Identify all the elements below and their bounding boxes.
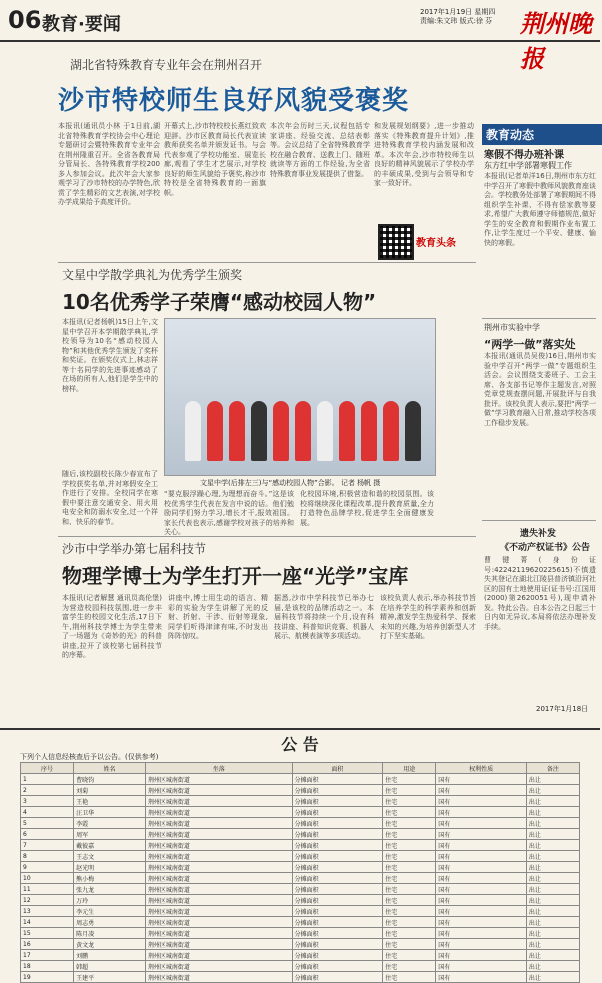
side-item2-body: 本报讯(通讯员吴俊)16日,荆州市实验中学召开“两学一做”专题组织生活会。会议围绕支委班子、工会主席、各支部书记等作主题发言,对照党章党规查摆问题,开展批评与自我批评。该校负责人表示,要把“两学一做”学习教育融入日常,推动学校各项工作稳步发展。 — [484, 352, 596, 427]
lead-kicker: 湖北省特殊教育专业年会在荆州召开 — [70, 58, 263, 72]
table-cell: 黄文龙 — [74, 939, 146, 950]
table-row — [21, 884, 580, 895]
table-cell: 国有 — [436, 785, 527, 796]
table-cell: 荆州区城南街道 — [145, 774, 292, 785]
table-cell: 张九龙 — [74, 884, 146, 895]
table-cell: 分摊面积 — [292, 818, 383, 829]
table-cell: 出让 — [526, 961, 579, 972]
table-cell: 赵光明 — [74, 862, 146, 873]
table-row — [21, 895, 580, 906]
table-cell: 荆州区城南街道 — [145, 961, 292, 972]
table-cell: 住宅 — [383, 906, 436, 917]
table-cell: 住宅 — [383, 807, 436, 818]
table-header-cell: 序号 — [21, 763, 74, 774]
table-cell: 出让 — [526, 873, 579, 884]
table-row — [21, 950, 580, 961]
table-cell: 住宅 — [383, 972, 436, 983]
story2-col-2: 随后,该校副校长陈少春宣布了学校获奖名单,并对寒假安全工作进行了安排。全校同学在寒假中要注意交通安全、用火用电安全和防溺水安全,过一个祥和、快乐的春节。 — [62, 470, 158, 526]
table-cell: 16 — [21, 939, 74, 950]
table-cell: 分摊面积 — [292, 807, 383, 818]
table-row — [21, 785, 580, 796]
table-cell: 分摊面积 — [292, 796, 383, 807]
table-cell: 出让 — [526, 884, 579, 895]
table-cell: 荆州区城南街道 — [145, 818, 292, 829]
table-cell: 4 — [21, 807, 74, 818]
table-cell: 戴彼嘉 — [74, 840, 146, 851]
table-cell: 分摊面积 — [292, 928, 383, 939]
side-heading: 教育动态 — [482, 124, 602, 145]
table-cell: 住宅 — [383, 950, 436, 961]
table-cell: 13 — [21, 906, 74, 917]
table-cell: 国有 — [436, 796, 527, 807]
table-cell: 荆州区城南街道 — [145, 851, 292, 862]
table-row — [21, 862, 580, 873]
table-header-cell: 用途 — [383, 763, 436, 774]
table-cell: 8 — [21, 851, 74, 862]
notice-intro: 下列个人信息经核查后予以公告。(仅供参考) — [20, 753, 159, 761]
table-header-cell: 姓名 — [74, 763, 146, 774]
table-cell: 12 — [21, 895, 74, 906]
table-cell: 荆州区城南街道 — [145, 873, 292, 884]
qr-code — [378, 224, 414, 260]
table-cell: 出让 — [526, 917, 579, 928]
table-cell: 荆州区城南街道 — [145, 895, 292, 906]
table-row — [21, 972, 580, 983]
story3-headline: 物理学博士为学生打开一座“光学”宝库 — [62, 564, 409, 588]
table-cell: 汪卫华 — [74, 807, 146, 818]
table-cell: 荆州区城南街道 — [145, 785, 292, 796]
table-cell: 分摊面积 — [292, 829, 383, 840]
table-row — [21, 928, 580, 939]
table-cell: 出让 — [526, 829, 579, 840]
table-row — [21, 906, 580, 917]
table-header-cell: 备注 — [526, 763, 579, 774]
table-cell: 18 — [21, 961, 74, 972]
table-cell: 国有 — [436, 961, 527, 972]
story2-kicker: 文星中学散学典礼为优秀学生颁奖 — [62, 268, 243, 282]
table-cell: 刘菊 — [74, 785, 146, 796]
table-cell: 出让 — [526, 950, 579, 961]
table-cell: 6 — [21, 829, 74, 840]
divider — [0, 728, 600, 730]
table-cell: 住宅 — [383, 840, 436, 851]
table-cell: 5 — [21, 818, 74, 829]
story3-col-1: 本报讯(记者解慧 通讯员高伦堡)为营造校园科技氛围,进一步丰富学生的校园文化生活,17日下午,荆州科技学博士为学生带来了一场题为《奇妙的光》的科普讲座,拉开了该校第七届科技节的序幕。 — [62, 594, 162, 659]
table-cell: 李霞 — [74, 818, 146, 829]
editors: 责编:朱文玮 版式:徐 芬 — [420, 17, 493, 25]
table-row — [21, 829, 580, 840]
table-cell: 王建平 — [74, 972, 146, 983]
table-cell: 分摊面积 — [292, 774, 383, 785]
side-item1-title: 寒假不得办班补课 — [484, 150, 564, 161]
masthead-logo: 荆州晚报 — [520, 9, 592, 73]
table-cell: 国有 — [436, 840, 527, 851]
table-cell: 出让 — [526, 796, 579, 807]
table-cell: 国有 — [436, 917, 527, 928]
table-cell: 荆州区城南街道 — [145, 807, 292, 818]
lead-col-1: 本报讯(通讯员小林 于1日前,湖北省特殊教育学校协会中心理论专题研讨会暨特殊教育专业年会在荆州隆重召开。全省各教育局分管局长、各特殊教育学校200多人参加会议。此次年会大家参观学习了沙市特校的办学特色,欣赏了学生精彩的文艺表演,对学校办学成果给予高度评价。 — [58, 122, 160, 206]
table-cell: 分摊面积 — [292, 939, 383, 950]
table-cell: 荆州区城南街道 — [145, 928, 292, 939]
table-cell: 出让 — [526, 895, 579, 906]
table-cell: 刘鹏 — [74, 950, 146, 961]
lead-col-2: 开幕式上,沙市特校校长燕红致欢迎辞。沙市区教育局长代表宣读教师获奖名单并颁发证书。与会代表参观了学校功能室、展览长廊,观看了学生才艺展示,对学校良好的师生风貌给予褒奖,称沙市特校是全省特殊教育的一面旗帜。 — [164, 122, 266, 197]
lead-headline: 沙市特校师生良好风貌受褒奖 — [58, 86, 410, 116]
table-cell: 李元生 — [74, 906, 146, 917]
table-cell: 10 — [21, 873, 74, 884]
table-cell: 7 — [21, 840, 74, 851]
table-header-cell: 坐落 — [145, 763, 292, 774]
notice-table — [20, 762, 580, 983]
section-title: 教育·要闻 — [42, 14, 121, 35]
table-cell: 2 — [21, 785, 74, 796]
table-cell: 国有 — [436, 950, 527, 961]
table-cell: 王志文 — [74, 851, 146, 862]
table-row — [21, 917, 580, 928]
table-cell: 国有 — [436, 972, 527, 983]
table-cell: 住宅 — [383, 895, 436, 906]
table-header-cell: 权利性质 — [436, 763, 527, 774]
table-cell: 分摊面积 — [292, 961, 383, 972]
notice-title: 公 告 — [281, 735, 319, 754]
table-cell: 荆州区城南街道 — [145, 884, 292, 895]
qr-caption: 教育头条 — [416, 238, 456, 249]
story3-col-4: 该校负责人表示,举办科技节旨在培养学生的科学素养和创新精神,激发学生热爱科学、探索未知的兴趣,为培养创新型人才打下坚实基础。 — [380, 594, 476, 640]
side-item2-title: 荆州市实验中学 — [484, 323, 540, 332]
table-cell: 国有 — [436, 928, 527, 939]
story2-col-1: 本报讯(记者杨帆)15日上午,文星中学召开本学期散学典礼,学校领导为10名“感动校园人物”和其他优秀学生颁发了奖杯和奖证。在颁奖仪式上,林志祥等十名同学的先进事迹感动了在场的所有人,他们是学生中的榜样。 — [62, 318, 158, 393]
side-item1-body: 本报讯(记者单洋16日,荆州市东方红中学召开了寒假中教师风貌教育座谈会。学校教务处部署了寒假期间不得组织学生补课、不得有偿家教等要求,希望广大教师遵守师德规范,做好学生的安全教育和假期作业布置工作,让学生度过一个平安、健康、愉快的寒假。 — [484, 172, 596, 247]
notice-body: 曹键菁(身份证号:42242119620225615)不慎遗失其登记在湖北江陵县普济镇沿河社区的国有土地使用证(证书号:江国用(2000)第2620051号),现申请补发。特此公告。自本公告之日起三十日内如无异议,本局将依法办理补发手续。 — [484, 556, 596, 631]
table-row — [21, 851, 580, 862]
table-cell: 国有 — [436, 851, 527, 862]
table-cell: 住宅 — [383, 851, 436, 862]
table-cell: 3 — [21, 796, 74, 807]
lead-col-3: 本次年会历时三天,议程包括专家讲座、经验交流、总结表彰等。会议总结了全省特殊教育学校在融合教育、送教上门、随班就读等方面的工作经验,为全省特殊教育事业发展提供了借鉴。 — [270, 122, 370, 178]
table-cell: 9 — [21, 862, 74, 873]
table-row — [21, 807, 580, 818]
table-cell: 周志勇 — [74, 917, 146, 928]
side-item2-head: “两学一做”落实处 — [484, 338, 576, 351]
table-cell: 荆州区城南街道 — [145, 950, 292, 961]
table-cell: 荆州区城南街道 — [145, 840, 292, 851]
table-cell: 国有 — [436, 884, 527, 895]
side-item1-sub: 东方红中学部署寒假工作 — [484, 161, 572, 170]
table-cell: 住宅 — [383, 785, 436, 796]
table-cell: 熊小梅 — [74, 873, 146, 884]
table-cell: 住宅 — [383, 961, 436, 972]
table-cell: 国有 — [436, 939, 527, 950]
table-cell: 国有 — [436, 829, 527, 840]
table-header-cell: 面积 — [292, 763, 383, 774]
table-cell: 1 — [21, 774, 74, 785]
table-cell: 出让 — [526, 851, 579, 862]
divider — [58, 536, 476, 537]
table-cell: 11 — [21, 884, 74, 895]
table-row — [21, 961, 580, 972]
table-cell: 出让 — [526, 818, 579, 829]
table-cell: 陈月凌 — [74, 928, 146, 939]
table-cell: 荆州区城南街道 — [145, 917, 292, 928]
divider — [482, 318, 596, 319]
table-cell: 住宅 — [383, 928, 436, 939]
table-cell: 住宅 — [383, 829, 436, 840]
table-cell: 荆州区城南街道 — [145, 906, 292, 917]
table-cell: 出让 — [526, 862, 579, 873]
table-cell: 住宅 — [383, 818, 436, 829]
table-cell: 分摊面积 — [292, 884, 383, 895]
table-cell: 荆州区城南街道 — [145, 796, 292, 807]
table-cell: 住宅 — [383, 873, 436, 884]
table-cell: 分摊面积 — [292, 862, 383, 873]
table-cell: 国有 — [436, 807, 527, 818]
table-cell: 出让 — [526, 928, 579, 939]
story2-col-4: 化校园环境,积极营造和谐的校园氛围。该校将继续深化课程改革,提升教育质量,全力打造特色品牌学校,促进学生全面健康发展。 — [300, 490, 434, 527]
table-cell: 出让 — [526, 807, 579, 818]
group-photo — [164, 318, 436, 476]
notice-date: 2017年1月18日 — [536, 705, 589, 713]
table-cell: 国有 — [436, 774, 527, 785]
notice-heading: 遗失补发 — [520, 529, 557, 539]
table-cell: 15 — [21, 928, 74, 939]
table-row — [21, 818, 580, 829]
photo-caption: 文星中学(后排左三)与“感动校园人物”合影。 记者 杨帆 摄 — [200, 479, 381, 487]
table-cell: 曹晓钧 — [74, 774, 146, 785]
divider — [58, 262, 476, 263]
table-row — [21, 796, 580, 807]
table-cell: 国有 — [436, 895, 527, 906]
table-cell: 分摊面积 — [292, 972, 383, 983]
table-cell: 17 — [21, 950, 74, 961]
table-row — [21, 840, 580, 851]
table-cell: 国有 — [436, 906, 527, 917]
table-row — [21, 939, 580, 950]
publish-date: 2017年1月19日 星期四 — [420, 8, 496, 16]
table-cell: 周军 — [74, 829, 146, 840]
table-cell: 19 — [21, 972, 74, 983]
table-cell: 分摊面积 — [292, 851, 383, 862]
table-cell: 出让 — [526, 785, 579, 796]
table-cell: 荆州区城南街道 — [145, 862, 292, 873]
table-cell: 韩超 — [74, 961, 146, 972]
story2-headline: 10名优秀学子荣膺“感动校园人物” — [62, 290, 377, 314]
table-cell: 14 — [21, 917, 74, 928]
story3-col-2: 讲座中,博士用生动的语言、精彩的实验为学生讲解了光的反射、折射、干涉、衍射等现象,同学们听得津津有味,不时发出阵阵惊叹。 — [168, 594, 268, 640]
table-cell: 出让 — [526, 774, 579, 785]
table-cell: 国有 — [436, 862, 527, 873]
table-cell: 分摊面积 — [292, 950, 383, 961]
table-cell: 荆州区城南街道 — [145, 829, 292, 840]
table-row — [21, 774, 580, 785]
table-cell: 荆州区城南街道 — [145, 939, 292, 950]
table-cell: 王艳 — [74, 796, 146, 807]
table-cell: 住宅 — [383, 917, 436, 928]
table-cell: 住宅 — [383, 862, 436, 873]
notice-sub: 《不动产权证书》公告 — [500, 543, 591, 553]
table-row — [21, 873, 580, 884]
table-cell: 国有 — [436, 818, 527, 829]
page-number: 06 — [8, 6, 42, 34]
table-cell: 分摊面积 — [292, 917, 383, 928]
table-cell: 国有 — [436, 873, 527, 884]
table-cell: 分摊面积 — [292, 840, 383, 851]
table-cell: 万玲 — [74, 895, 146, 906]
notice-table-wrap — [20, 762, 580, 982]
table-cell: 分摊面积 — [292, 785, 383, 796]
story2-col-3: “要克服浮躁心理,为理想而奋斗。”这是该校优秀学生代表在发言中说的话。他们勉励同学们努力学习,增长才干,报效祖国。家长代表也表示,感谢学校对孩子的培养和关心。 — [164, 490, 294, 536]
table-cell: 住宅 — [383, 939, 436, 950]
table-cell: 出让 — [526, 906, 579, 917]
table-cell: 出让 — [526, 939, 579, 950]
table-cell: 荆州区城南街道 — [145, 972, 292, 983]
lead-col-4: 和发展规划纲要》,进一步推动落实《特殊教育提升计划》,推进特殊教育学校内涵发展和改革。本次年会,沙市特校师生以良好的精神风貌展示了学校办学的丰硕成果,受到与会领导和专家一致好评。 — [374, 122, 474, 187]
divider — [482, 520, 596, 521]
story3-kicker: 沙市中学举办第七届科技节 — [62, 542, 207, 556]
story3-col-3: 据悉,沙市中学科技节已举办七届,是该校的品牌活动之一。本届科技节将持续一个月,设有科技讲座、科普知识竞赛、机器人展示、航模表演等多项活动。 — [274, 594, 374, 640]
table-cell: 分摊面积 — [292, 906, 383, 917]
table-cell: 住宅 — [383, 774, 436, 785]
table-cell: 分摊面积 — [292, 873, 383, 884]
table-cell: 住宅 — [383, 796, 436, 807]
table-cell: 分摊面积 — [292, 895, 383, 906]
table-cell: 出让 — [526, 972, 579, 983]
table-cell: 出让 — [526, 840, 579, 851]
table-cell: 住宅 — [383, 884, 436, 895]
